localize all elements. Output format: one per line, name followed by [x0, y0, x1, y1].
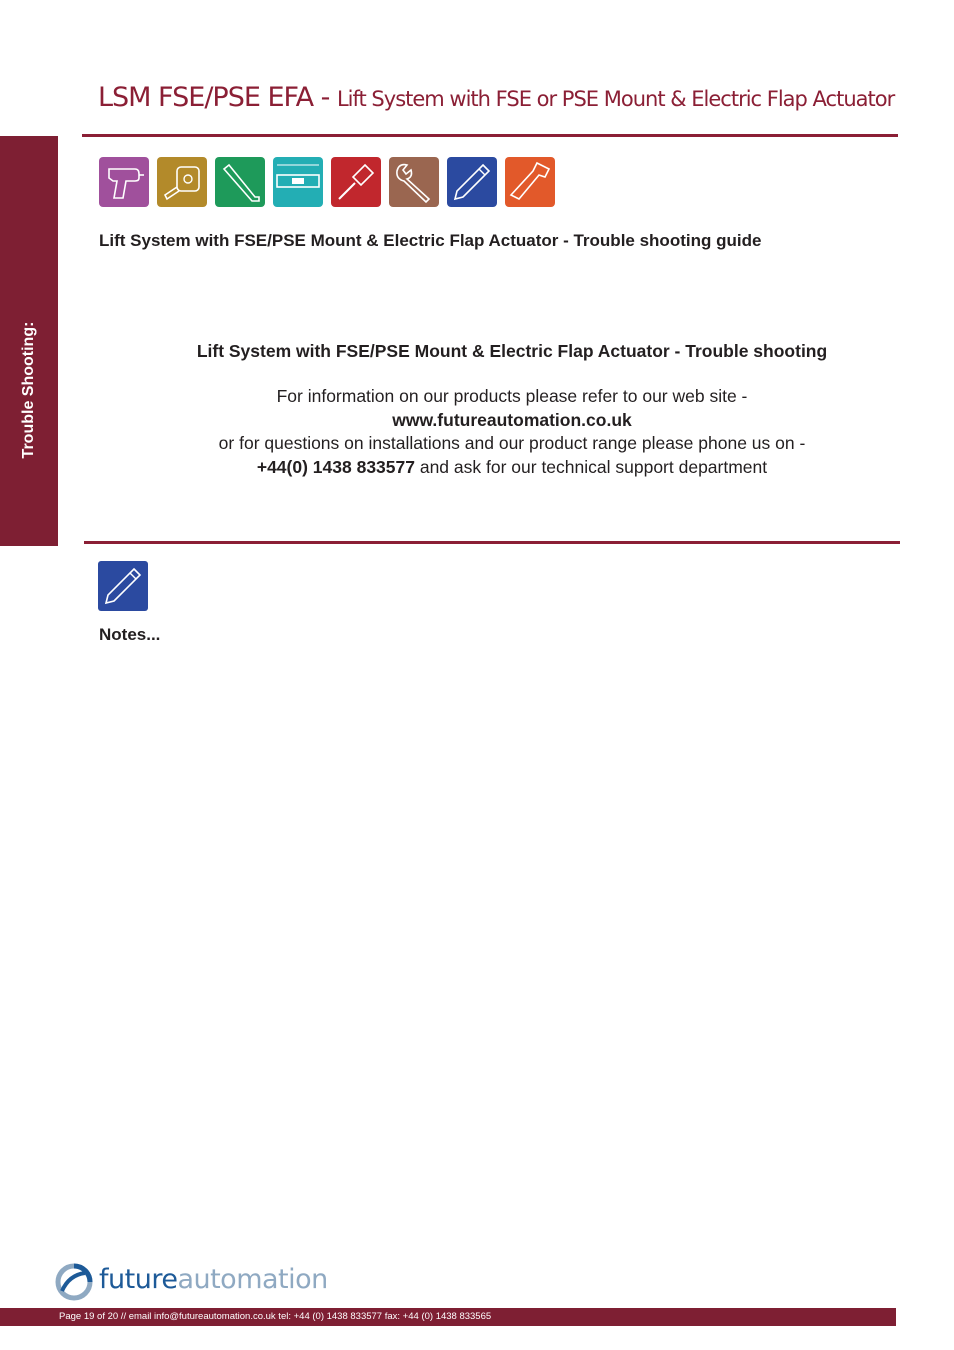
- section-rule: [84, 541, 900, 544]
- info-line-website-intro: For information on our products please refer to our web site -: [276, 386, 748, 406]
- title-description: Lift System with FSE or PSE Mount & Electric Flap Actuator: [336, 87, 895, 111]
- info-line-phone-intro: or for questions on installations and our product range please phone us on -: [218, 433, 806, 453]
- info-heading: Lift System with FSE/PSE Mount & Electric Flap Actuator - Trouble shooting: [196, 341, 828, 361]
- spirit-level-icon: [273, 157, 323, 207]
- title-code: LSM FSE/PSE EFA -: [98, 82, 337, 113]
- notes-pencil-icon: [98, 561, 148, 611]
- logo-text-automation: automation: [177, 1264, 328, 1295]
- header-rule: [82, 134, 898, 137]
- footer-text: Page 19 of 20 // email info@futureautomation.co.uk tel: +44 (0) 1438 833577 fax: +44 (0) 1438 833565: [59, 1311, 492, 1322]
- contact-info: [130, 385, 894, 479]
- side-tab: [0, 136, 58, 546]
- screwdriver-icon: [331, 157, 381, 207]
- allen-key-icon: [215, 157, 265, 207]
- tape-measure-icon: [157, 157, 207, 207]
- page-title: [98, 82, 894, 113]
- footer-bar: [0, 1308, 896, 1326]
- notes-label: Notes...: [99, 625, 161, 644]
- spanner-icon: [389, 157, 439, 207]
- info-line-support: and ask for our technical support department: [414, 456, 768, 477]
- logo-text-future: future: [99, 1264, 178, 1295]
- website-link[interactable]: www.futureautomation.co.uk: [392, 409, 632, 430]
- logo-swirl-icon: [55, 1263, 93, 1301]
- pencil-icon: [447, 157, 497, 207]
- phone-number: +44(0) 1438 833577: [256, 456, 415, 477]
- section-heading: Lift System with FSE/PSE Mount & Electric Flap Actuator - Trouble shooting guide: [99, 231, 762, 250]
- saw-icon: [505, 157, 555, 207]
- side-tab-label: Trouble Shooting:: [20, 321, 37, 459]
- drill-icon: [99, 157, 149, 207]
